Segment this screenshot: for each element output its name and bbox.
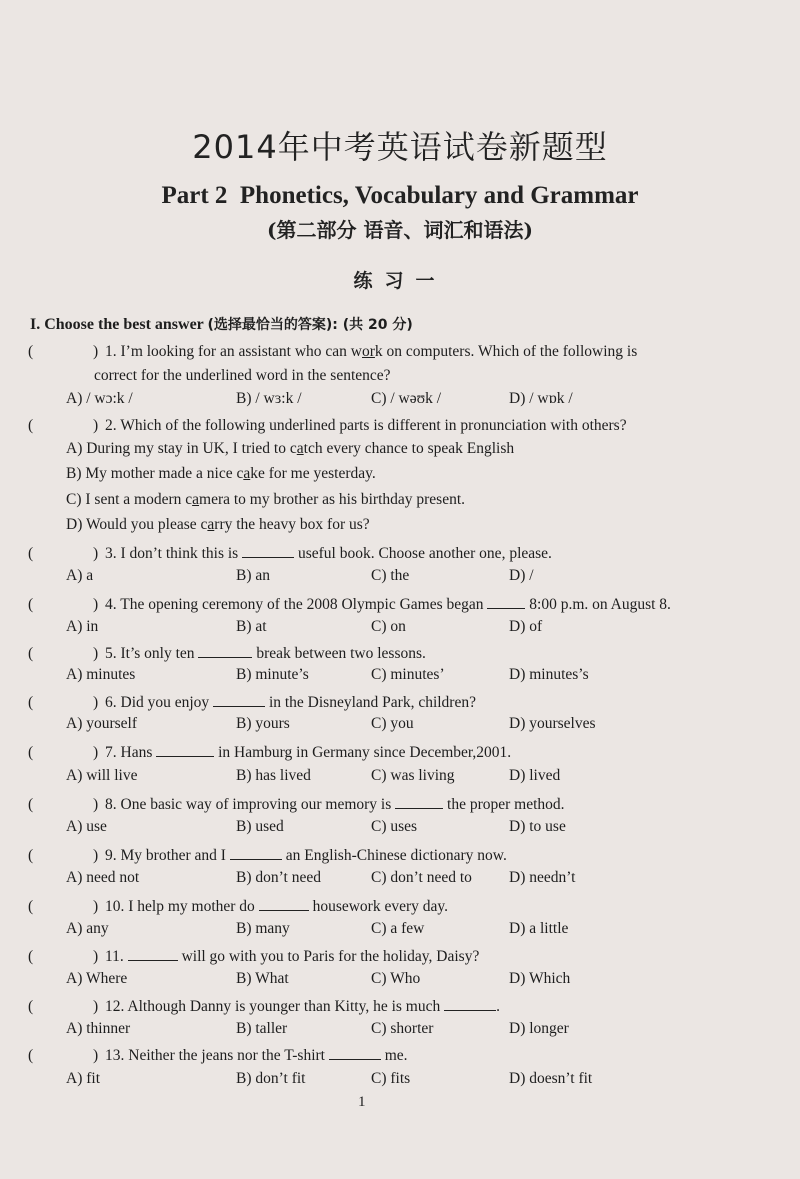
option-d[interactable]: D) Which (509, 970, 571, 987)
option-b[interactable]: B) taller (236, 1020, 288, 1037)
question-number: 8. (105, 796, 121, 813)
underlined-part: a (296, 440, 304, 457)
question-text-a: The opening ceremony of the 2008 Olympic Games began (120, 596, 488, 613)
question-stem (105, 414, 745, 438)
option-c[interactable]: C) don’t need to (371, 869, 472, 886)
option-b[interactable]: B) an (236, 567, 271, 584)
option-c[interactable]: C) on (371, 618, 406, 635)
question-text-b: in Hamburg in Germany since December,2001. (214, 744, 512, 761)
option-c[interactable]: C) you (371, 715, 414, 732)
option-b[interactable]: B) many (236, 920, 290, 937)
underlined-part: a (207, 516, 215, 533)
question-number: 6. (105, 694, 121, 711)
question-stem (105, 593, 745, 617)
question-stem (105, 542, 745, 566)
question-number: 12. (105, 998, 128, 1015)
option-b[interactable]: B) at (236, 618, 267, 635)
question-text-a: Hans (120, 744, 157, 761)
option-b[interactable] (66, 465, 376, 483)
answer-paren-open[interactable]: ( (28, 847, 34, 864)
answer-paren-close: ) (93, 417, 99, 434)
answer-paren-open[interactable]: ( (28, 796, 34, 813)
question-stem (105, 340, 745, 364)
option-d[interactable]: D) to use (509, 818, 566, 835)
option-a[interactable]: A) use (66, 818, 107, 835)
option-a[interactable]: A) fit (66, 1070, 101, 1087)
option-text-b: mera to my brother as his birthday present. (199, 491, 466, 508)
answer-paren-close: ) (93, 948, 99, 965)
question-text-b: housework every day. (308, 898, 448, 915)
question-number: 4. (105, 596, 121, 613)
option-b[interactable]: B) has lived (236, 767, 311, 784)
answer-blank[interactable] (259, 896, 309, 911)
answer-paren-open[interactable]: ( (28, 694, 34, 711)
option-b[interactable]: B) What (236, 970, 289, 987)
question-text-a: I don’t think this is (120, 545, 243, 562)
option-a[interactable] (66, 440, 514, 458)
answer-paren-close: ) (93, 645, 99, 662)
answer-paren-open[interactable]: ( (28, 948, 34, 965)
question-text-b: an English-Chinese dictionary now. (281, 847, 507, 864)
question-stem (105, 995, 745, 1019)
question-text-a: My brother and I (120, 847, 230, 864)
question-text-b: break between two lessons. (252, 645, 426, 662)
answer-paren-close: ) (93, 545, 99, 562)
question-stem (105, 642, 745, 666)
option-b[interactable]: B) minute’s (236, 666, 309, 683)
option-a[interactable]: A) yourself (66, 715, 138, 732)
question-stem (105, 1044, 745, 1068)
question-text-b: . (496, 998, 500, 1015)
option-b[interactable]: B) yours (236, 715, 290, 732)
section-title (30, 314, 413, 334)
answer-blank[interactable] (395, 794, 443, 809)
question-number: 2. (105, 417, 121, 434)
option-c[interactable] (66, 491, 465, 509)
option-b[interactable]: B) used (236, 818, 284, 835)
underlined-part: a (243, 465, 251, 482)
question-text-a: It’s only ten (120, 645, 199, 662)
option-d[interactable]: D) longer (509, 1020, 569, 1037)
option-d[interactable]: D) of (509, 618, 543, 635)
answer-paren-open[interactable]: ( (28, 417, 34, 434)
question-stem (105, 741, 745, 765)
option-text-a: C) I sent a modern c (66, 491, 193, 508)
option-d[interactable]: D) a little (509, 920, 569, 937)
question-text-a: I’m looking for an assistant who can w (120, 343, 362, 360)
answer-paren-open[interactable]: ( (28, 545, 34, 562)
option-c[interactable]: C) minutes’ (371, 666, 445, 683)
question-number: 11. (105, 948, 128, 965)
option-text-b: tch every chance to speak English (303, 440, 515, 457)
option-c[interactable]: C) the (371, 567, 410, 584)
answer-blank[interactable] (128, 946, 178, 961)
option-a[interactable]: A) need not (66, 869, 140, 886)
question-text-b: the proper method. (443, 796, 565, 813)
underlined-part: or (362, 343, 375, 360)
question-number: 3. (105, 545, 121, 562)
question-text-a: Neither the jeans nor the T-shirt (128, 1047, 329, 1064)
question-text-a: Did you enjoy (120, 694, 214, 711)
answer-paren-close: ) (93, 998, 99, 1015)
section-label-cn: (选择最恰当的答案): (共 20 分) (207, 317, 413, 333)
question-text-b: will go with you to Paris for the holiday, Daisy? (177, 948, 480, 965)
answer-blank[interactable] (156, 742, 214, 757)
option-a[interactable]: A) minutes (66, 666, 136, 683)
question-stem (105, 945, 745, 969)
option-a[interactable]: A) a (66, 567, 94, 584)
option-c[interactable]: C) fits (371, 1070, 411, 1087)
answer-blank[interactable] (198, 643, 252, 658)
answer-blank[interactable] (230, 845, 282, 860)
question-text: Which of the following underlined parts is different in pronunciation with others? (120, 417, 627, 434)
option-text-a: D) Would you please c (66, 516, 208, 533)
answer-paren-open[interactable]: ( (28, 998, 34, 1015)
option-c[interactable]: C) shorter (371, 1020, 434, 1037)
option-c[interactable]: C) a few (371, 920, 425, 937)
option-d[interactable]: D) / wɒk / (509, 390, 573, 407)
question-stem (105, 844, 745, 868)
exercise-title: 练习一 (353, 270, 447, 292)
option-c[interactable]: C) Who (371, 970, 421, 987)
option-d[interactable]: D) / (509, 567, 534, 584)
option-d[interactable] (66, 516, 370, 534)
option-a[interactable]: A) thinner (66, 1020, 131, 1037)
option-b[interactable]: B) don’t fit (236, 1070, 306, 1087)
option-a[interactable]: A) / wɔ:k / (66, 390, 133, 407)
answer-paren-close: ) (93, 694, 99, 711)
page-number: 1 (358, 1094, 366, 1110)
question-number: 5. (105, 645, 121, 662)
question-number: 13. (105, 1047, 129, 1064)
question-number: 9. (105, 847, 121, 864)
question-number: 7. (105, 744, 121, 761)
option-d[interactable]: D) needn’t (509, 869, 576, 886)
option-c[interactable]: C) uses (371, 818, 418, 835)
option-text-a: A) During my stay in UK, I tried to c (66, 440, 297, 457)
answer-paren-open[interactable]: ( (28, 744, 34, 761)
answer-paren-close: ) (93, 744, 99, 761)
question-number: 10. (105, 898, 129, 915)
option-a[interactable]: A) in (66, 618, 99, 635)
option-a[interactable]: A) will live (66, 767, 138, 784)
option-text-a: B) My mother made a nice c (66, 465, 244, 482)
question-text-b: k on computers. Which of the following is (374, 343, 638, 360)
question-stem (105, 895, 745, 919)
option-c[interactable]: C) / wəʊk / (371, 390, 442, 407)
answer-paren-open[interactable]: ( (28, 898, 34, 915)
answer-blank[interactable] (487, 594, 525, 609)
question-text-a: I help my mother do (128, 898, 259, 915)
main-title: 2014年中考英语试卷新题型 (192, 128, 608, 166)
answer-blank[interactable] (444, 996, 496, 1011)
part-title: Part 2 Phonetics, Vocabulary and Grammar (161, 182, 639, 209)
answer-blank[interactable] (213, 692, 265, 707)
answer-paren-open[interactable]: ( (28, 596, 34, 613)
underlined-part: a (192, 491, 200, 508)
answer-paren-close: ) (93, 796, 99, 813)
answer-paren-open[interactable]: ( (28, 1047, 34, 1064)
answer-paren-close: ) (93, 343, 99, 360)
answer-blank[interactable] (242, 543, 294, 558)
question-text-b: me. (380, 1047, 408, 1064)
answer-paren-close: ) (93, 847, 99, 864)
question-text-a: Although Danny is younger than Kitty, he is much (127, 998, 445, 1015)
option-d[interactable]: D) minutes’s (509, 666, 589, 683)
option-c[interactable]: C) was living (371, 767, 455, 784)
option-d[interactable]: D) doesn’t fit (509, 1070, 593, 1087)
answer-blank[interactable] (329, 1045, 381, 1060)
question-number: 1. (105, 343, 121, 360)
option-text-b: rry the heavy box for us? (214, 516, 370, 533)
option-b[interactable]: B) don’t need (236, 869, 321, 886)
question-text-b: in the Disneyland Park, children? (265, 694, 476, 711)
answer-paren-close: ) (93, 596, 99, 613)
option-d[interactable]: D) lived (509, 767, 561, 784)
question-text-b: 8:00 p.m. on August 8. (525, 596, 671, 613)
option-text-b: ke for me yesterday. (250, 465, 376, 482)
question-text-a: One basic way of improving our memory is (120, 796, 396, 813)
question-text-b: useful book. Choose another one, please. (294, 545, 552, 562)
answer-paren-close: ) (93, 898, 99, 915)
part-subtitle: (第二部分 语音、词汇和语法) (267, 218, 533, 242)
option-b[interactable]: B) / wɜ:k / (236, 390, 302, 407)
option-d[interactable]: D) yourselves (509, 715, 596, 732)
answer-paren-close: ) (93, 1047, 99, 1064)
question-text-line2: correct for the underlined word in the sentence? (94, 367, 391, 384)
question-stem (105, 793, 745, 817)
answer-paren-open[interactable]: ( (28, 343, 34, 360)
option-a[interactable]: A) any (66, 920, 109, 937)
option-a[interactable]: A) Where (66, 970, 128, 987)
answer-paren-open[interactable]: ( (28, 645, 34, 662)
section-label: I. Choose the best answer (30, 316, 204, 333)
question-stem (105, 691, 745, 715)
